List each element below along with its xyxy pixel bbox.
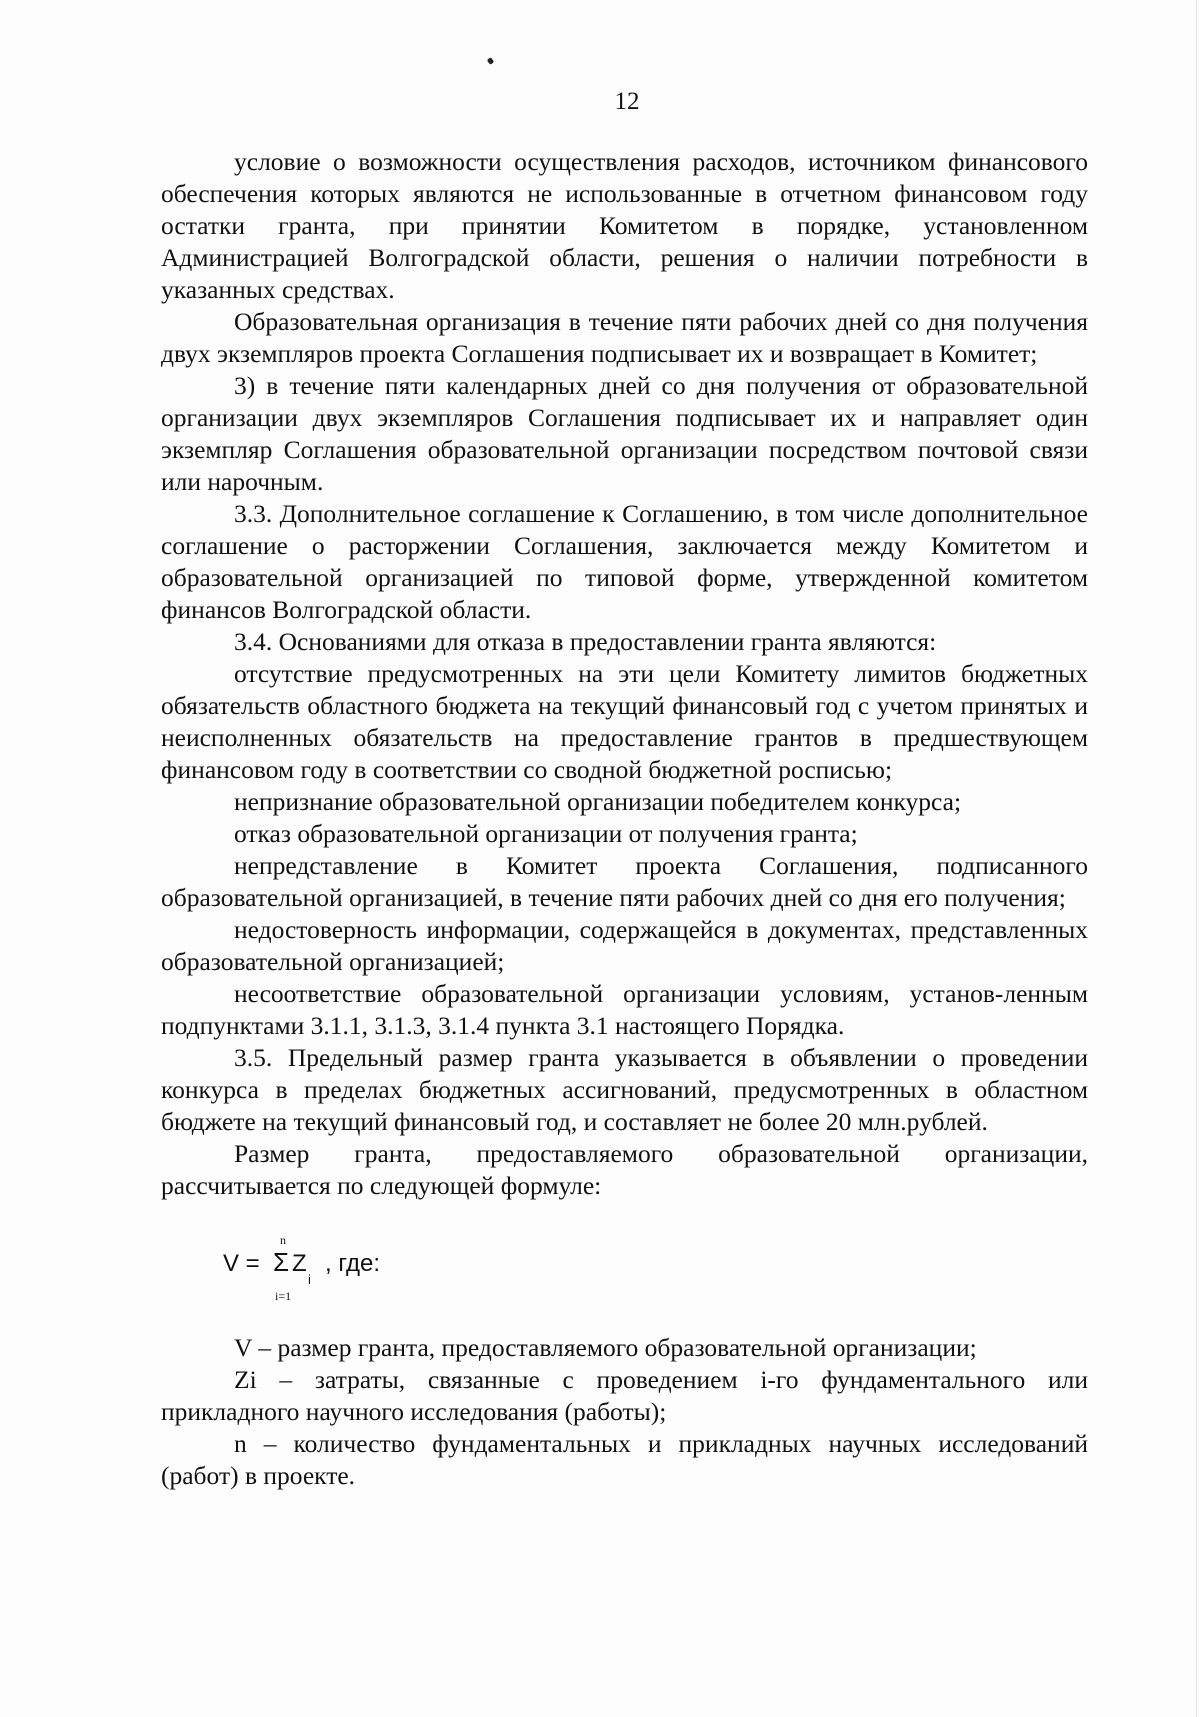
formula-lhs: V = xyxy=(223,1250,260,1277)
sum-lower-limit: i=1 xyxy=(275,1289,292,1303)
formula-variable-subscript: i xyxy=(308,1272,311,1287)
paragraph-group-top xyxy=(161,146,1088,1202)
paragraph: 3) в течение пяти календарных дней со дня получения от образовательной организации двух экземпляров Соглашения подписывает их и направляет один экземпляр Соглашения образовательной организации посредством почтовой связи или нарочным. xyxy=(161,371,1088,496)
paragraph: непризнание образовательной организации победителем конкурса; xyxy=(234,787,962,816)
paragraph: n – количество фундаментальных и прикладных научных исследований (работ) в проекте. xyxy=(161,1429,1088,1490)
paragraph: непредставление в Комитет проекта Соглашения, подписанного образовательной организацией, в течение пяти рабочих дней со дня его получения; xyxy=(161,851,1088,912)
paragraph: условие о возможности осуществления расходов, источником финансового обеспечения которых являются не использованные в отчетном финансовом году остатки гранта, при принятии Комитетом в порядке, установленном Администрацией Волгоградской области, решения о наличии потребности в указанных средствах. xyxy=(161,147,1088,304)
formula-tail: , где: xyxy=(325,1250,381,1277)
paragraph: 3.5. Предельный размер гранта указывается в объявлении о проведении конкурса в пределах бюджетных ассигнований, предусмотренных в областном бюджете на текущий финансовый год, и составляет не более 20 млн.рублей. xyxy=(161,1043,1088,1136)
paragraph: Образовательная организация в течение пяти рабочих дней со дня получения двух экземпляров проекта Соглашения подписывает их и возвращает в Комитет; xyxy=(161,307,1088,368)
paragraph: 3.3. Дополнительное соглашение к Соглашению, в том числе дополнительное соглашение о расторжении Соглашения, заключается между Комитетом и образовательной организацией по типовой форме, утвержденной комитетом финансов Волгоградской области. xyxy=(161,499,1088,624)
formula-variable: Z xyxy=(292,1250,307,1277)
page-number: 12 xyxy=(614,88,640,115)
paragraph: Zi – затраты, связанные с проведением i-го фундаментального или прикладного научного исследования (работы); xyxy=(161,1365,1088,1426)
paragraph: недостоверность информации, содержащейся в документах, представленных образовательной организацией; xyxy=(161,915,1088,976)
scan-mark xyxy=(487,57,495,65)
paragraph-group-bottom xyxy=(161,1332,1088,1492)
scan-edge-line xyxy=(1196,0,1197,1717)
paragraph: отсутствие предусмотренных на эти цели Комитету лимитов бюджетных обязательств областного бюджета на текущий финансовый год с учетом принятых и неисполненных обязательств на предоставление грантов в предшествующем финансовом году в соответствии со сводной бюджетной росписью; xyxy=(161,659,1088,784)
document-body xyxy=(161,146,1088,1492)
paragraph: Размер гранта, предоставляемого образовательной организации, рассчитывается по следующей формуле: xyxy=(161,1139,1088,1200)
sum-symbol: Σ xyxy=(273,1247,290,1277)
paragraph: несоответствие образовательной организации условиям, установ-ленным подпунктами 3.1.1, 3.1.3, 3.1.4 пункта 3.1 настоящего Порядка. xyxy=(161,979,1088,1040)
sum-upper-limit: n xyxy=(280,1233,286,1247)
paragraph: отказ образовательной организации от получения гранта; xyxy=(234,819,858,848)
grant-formula xyxy=(161,1224,1088,1302)
paragraph: V – размер гранта, предоставляемого образовательной организации; xyxy=(234,1333,977,1362)
paragraph: 3.4. Основаниями для отказа в предоставлении гранта являются: xyxy=(234,627,937,656)
